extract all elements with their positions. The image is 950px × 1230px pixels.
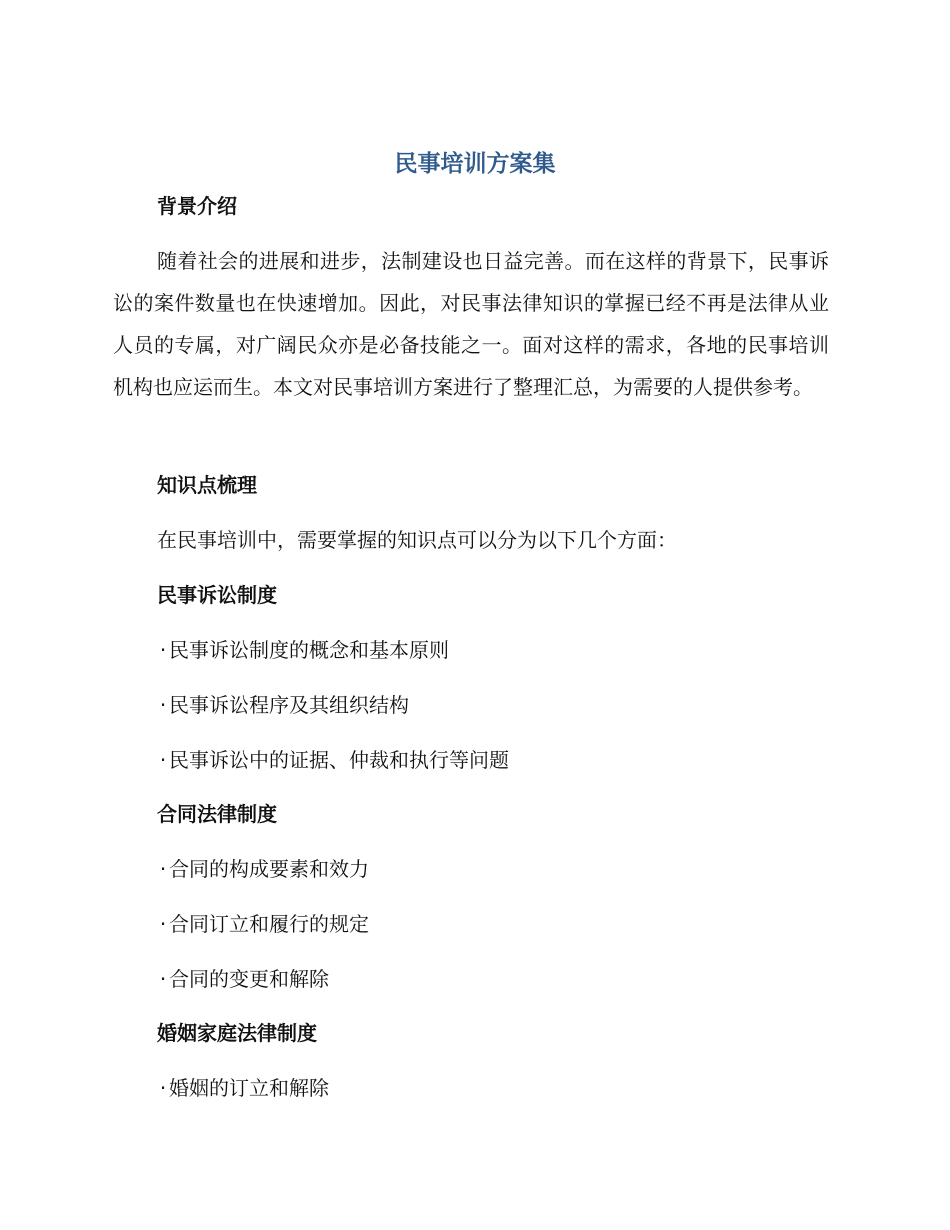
- list-item: [157, 854, 369, 884]
- bullet-icon: ·: [159, 638, 167, 662]
- list-item-text: 婚姻的订立和解除: [169, 1076, 329, 1100]
- bullet-icon: ·: [159, 748, 167, 772]
- list-item: [157, 909, 369, 939]
- heading-background: 背景介绍: [157, 194, 237, 218]
- list-item: [157, 690, 409, 720]
- bullet-icon: ·: [159, 1076, 167, 1100]
- document-title: 民事培训方案集: [394, 151, 556, 177]
- list-item-text: 合同的变更和解除: [169, 967, 329, 991]
- list-item: [157, 745, 509, 775]
- bullet-icon: ·: [159, 693, 167, 717]
- list-item: [157, 964, 329, 994]
- list-item-text: 合同的构成要素和效力: [169, 857, 369, 881]
- list-item-text: 民事诉讼中的证据、仲裁和执行等问题: [169, 748, 509, 772]
- bullet-icon: ·: [159, 912, 167, 936]
- heading-contract-law: 合同法律制度: [157, 802, 277, 826]
- list-item-text: 合同订立和履行的规定: [169, 912, 369, 936]
- heading-marriage-family-law: 婚姻家庭法律制度: [157, 1021, 317, 1045]
- background-paragraph: 随着社会的进展和进步，法制建设也日益完善。而在这样的背景下，民事诉讼的案件数量也在快速增加。因此，对民事法律知识的掌握已经不再是法律从业人员的专属，对广阔民众亦是必备技能之一。面对这样的需求，各地的民事培训机构也应运而生。本文对民事培训方案进行了整理汇总，为需要的人提供参考。: [113, 249, 829, 399]
- knowledge-intro: 在民事培训中，需要掌握的知识点可以分为以下几个方面：: [157, 528, 677, 552]
- bullet-icon: ·: [159, 857, 167, 881]
- heading-knowledge: 知识点梳理: [157, 473, 257, 497]
- list-item-text: 民事诉讼制度的概念和基本原则: [169, 638, 449, 662]
- list-item-text: 民事诉讼程序及其组织结构: [169, 693, 409, 717]
- bullet-icon: ·: [159, 967, 167, 991]
- list-item: [157, 635, 449, 665]
- heading-civil-procedure: 民事诉讼制度: [157, 583, 277, 607]
- list-item: [157, 1073, 329, 1103]
